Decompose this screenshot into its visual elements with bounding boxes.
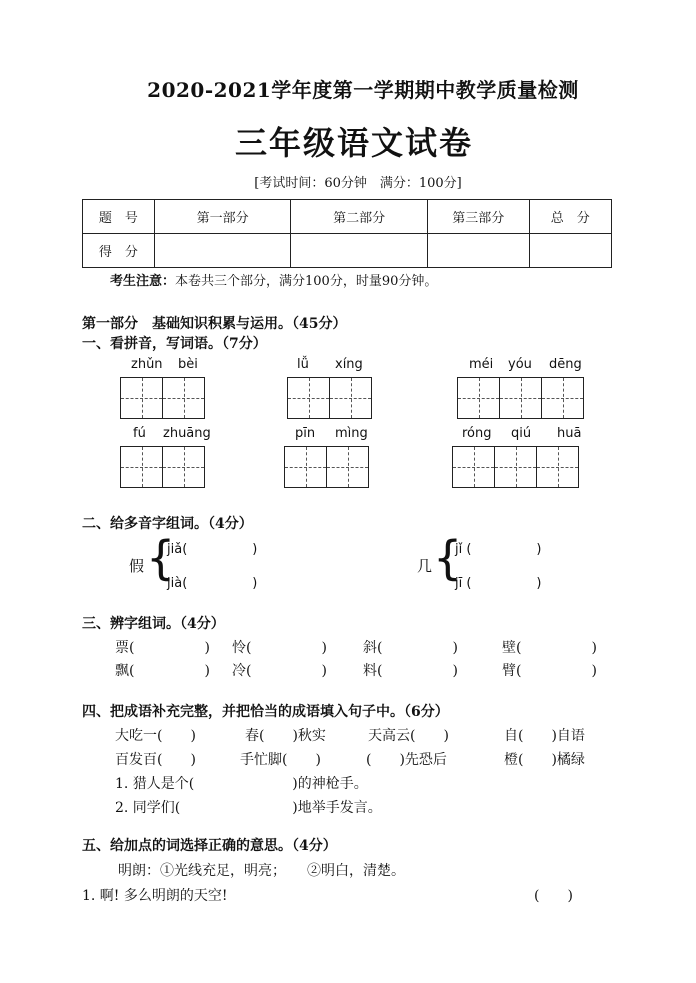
q4-title: 四、把成语补充完整，并把恰当的成语填入句子中。（6分） [82,704,449,720]
q5-title: 五、给加点的词选择正确的意思。（4分） [82,838,337,854]
sentence-blank[interactable]: 2. 同学们( )地举手发言。 [115,800,382,816]
pinyin-label: zhǔn [131,357,163,372]
writing-grid[interactable] [120,446,205,488]
polyphone-char: 假 [129,557,145,575]
pinyin-label: zhuāng [163,426,211,441]
score-input-part3[interactable] [427,234,529,268]
score-cell: 总 分 [529,200,612,234]
answer-blank[interactable]: ( ) [534,888,573,904]
q5-sentence: 1. 啊! 多么明朗的天空! [82,888,228,904]
idiom-blank[interactable]: 大吃一( ) [115,728,196,744]
score-cell: 得 分 [83,234,155,268]
polyphone-blank[interactable]: jiǎ( ) [167,542,258,557]
idiom-blank[interactable]: 手忙脚( ) [240,752,321,768]
pinyin-label: pīn [295,426,316,441]
pinyin-label: méi [469,357,494,372]
q1-title: 一、看拼音，写词语。（7分） [82,336,267,352]
polyphone-char: 几 [417,557,433,575]
score-cell: 第三部分 [427,200,529,234]
pinyin-label: yóu [508,357,532,372]
score-input-part1[interactable] [154,234,291,268]
sentence-blank[interactable]: 1. 猎人是个( )的神枪手。 [115,776,368,792]
writing-grid[interactable] [457,377,584,419]
char-blank[interactable]: 飘( ) [115,663,210,679]
pinyin-label: dēng [549,357,582,372]
score-table-score-row [83,234,612,268]
char-blank[interactable]: 冷( ) [232,663,327,679]
pinyin-label: bèi [178,357,198,372]
char-blank[interactable]: 怜( ) [232,640,327,656]
word-definition: 明朗：①光线充足，明亮； ②明白，清楚。 [118,863,405,879]
score-cell: 题 号 [83,200,155,234]
char-blank[interactable]: 料( ) [363,663,458,679]
pinyin-label: qiú [511,426,532,441]
q2-title: 二、给多音字组词。（4分） [82,516,253,532]
pinyin-label: róng [462,426,492,441]
idiom-blank[interactable]: 春( )秋实 [245,728,326,744]
brace-icon: { [433,531,463,585]
part1-title: 第一部分 基础知识积累与运用。（45分） [82,316,347,332]
pinyin-label: fú [133,426,146,441]
writing-grid[interactable] [287,377,372,419]
pinyin-label: huā [557,426,582,441]
notice-label: 考生注意： [110,274,176,289]
q3-title: 三、辨字组词。（4分） [82,616,225,632]
polyphone-blank[interactable]: jǐ ( ) [455,542,542,557]
writing-grid[interactable] [284,446,369,488]
notice [110,270,437,289]
polyphone-blank[interactable]: jià( ) [167,576,258,591]
char-blank[interactable]: 票( ) [115,640,210,656]
idiom-blank[interactable]: 百发百( ) [115,752,196,768]
paper-title: 三年级语文试卷 [234,124,473,162]
pinyin-label: xíng [335,357,363,372]
writing-grid[interactable] [120,377,205,419]
score-input-part2[interactable] [291,234,428,268]
idiom-blank[interactable]: ( )先恐后 [366,752,447,768]
idiom-blank[interactable]: 橙( )橘绿 [504,752,585,768]
polyphone-blank[interactable]: jī ( ) [455,576,542,591]
score-cell: 第二部分 [291,200,428,234]
score-input-total[interactable] [529,234,612,268]
exam-title: 2020-2021学年度第一学期期中教学质量检测 [147,78,579,102]
idiom-blank[interactable]: 自( )自语 [504,728,585,744]
pinyin-label: mìng [335,426,368,441]
char-blank[interactable]: 臂( ) [502,663,597,679]
char-blank[interactable]: 壁( ) [502,640,597,656]
writing-grid[interactable] [452,446,579,488]
char-blank[interactable]: 斜( ) [363,640,458,656]
brace-icon: { [146,531,176,585]
idiom-blank[interactable]: 天高云( ) [368,728,449,744]
exam-info: [考试时间：60分钟 满分：100分] [254,176,462,191]
score-table [82,199,612,268]
score-table-header-row [83,200,612,234]
score-cell: 第一部分 [154,200,291,234]
notice-text: 本卷共三个部分，满分100分，时量90分钟。 [175,274,438,289]
pinyin-label: lǚ [297,357,309,372]
